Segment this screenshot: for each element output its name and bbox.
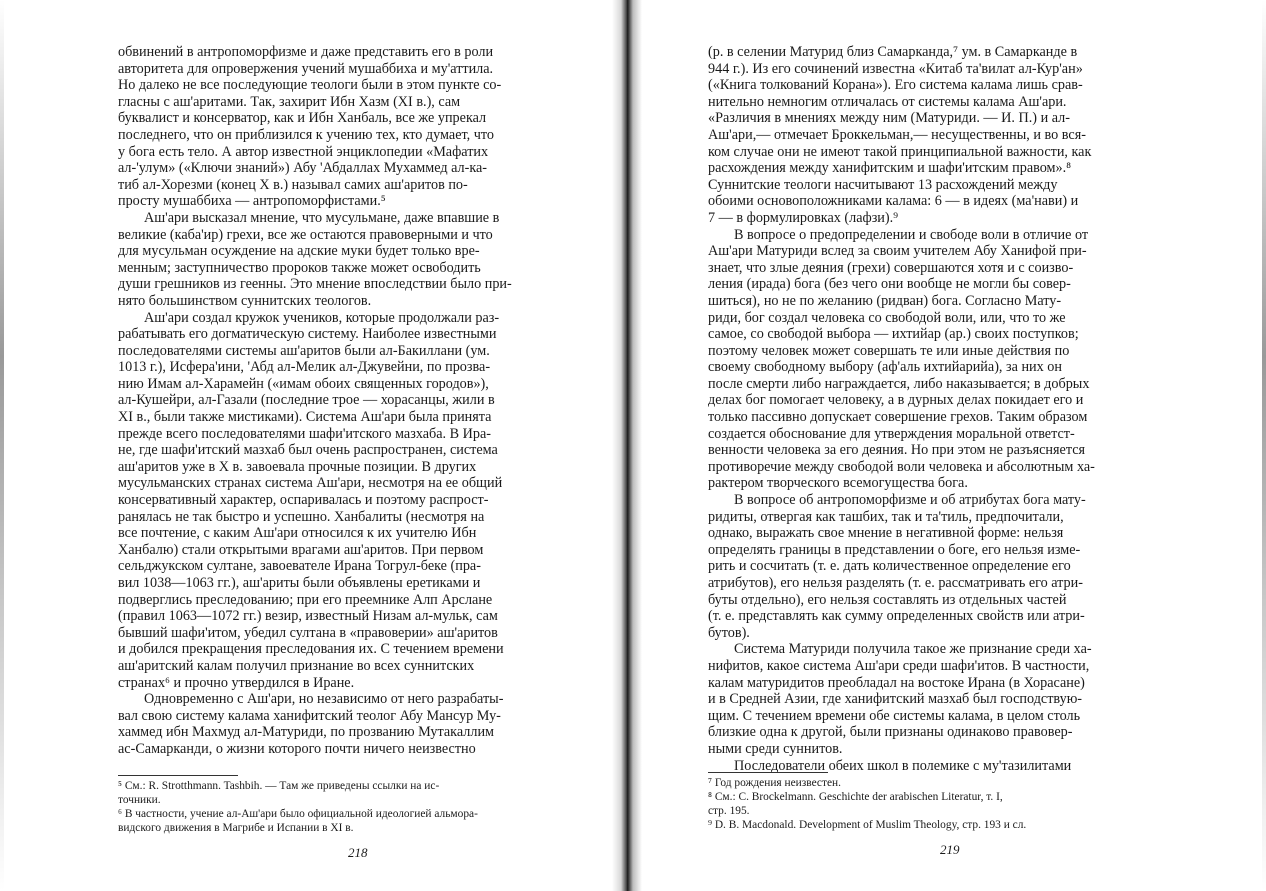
text-line: вил 1038—1063 гг.), аш'ариты были объявлены еретиками и bbox=[118, 575, 481, 591]
text-line: хаммед ибн Махмуд ал-Матуриди, по прозванию Мутакаллим bbox=[118, 724, 495, 741]
text-line: Аш'ари высказал мнение, что мусульмане, даже впавшие в bbox=[144, 209, 500, 226]
text-line: рактером творческого всемогущества бога. bbox=[708, 475, 968, 492]
text-line: только пассивно допускает совершение грехов. Таким образом bbox=[708, 409, 1088, 426]
text-line: нифитов, какое система Аш'ари среди шафи'итов. В частности, bbox=[708, 657, 1090, 674]
text-line: самое, со свободой выбора — ихтийар (ар.) своих поступков; bbox=[708, 326, 1079, 343]
text-line: знает, что злые деяния (грехи) совершаются хотя и с соизво- bbox=[708, 259, 1074, 276]
text-line: аш'аритский калам получил признание во всех суннитских bbox=[118, 657, 475, 674]
footnote-line: ⁸ См.: C. Brockelmann. Geschichte der arabischen Literatur, т. I, bbox=[708, 791, 1003, 803]
text-line: консервативный характер, оспаривалась и поэтому распрост- bbox=[118, 492, 489, 509]
text-line: риди, бог создал человека со свободой воли, или, что то же bbox=[708, 309, 1066, 326]
text-line: Аш'ари Матуриди вслед за своим учителем Абу Ханифой при- bbox=[708, 243, 1087, 260]
text-line: вал свою систему калама ханифитский теолог Абу Мансур Му- bbox=[118, 707, 501, 724]
text-line: поэтому человек может совершать те или иные действия по bbox=[708, 342, 1070, 359]
text-line: бутов). bbox=[708, 624, 750, 641]
text-line: буквалист и консерватор, как и Ибн Ханбаль, все же упрекал bbox=[118, 110, 487, 127]
text-line: авторитета для опровержения учений мушаббиха и му'аттила. bbox=[118, 60, 494, 77]
text-line: странах⁶ и прочно утвердился в Иране. bbox=[118, 674, 355, 691]
text-line: Система Матуриди получила такое же признание среди ха- bbox=[734, 641, 1092, 658]
footnote-line: ⁶ В частности, учение ал-Аш'ари было официальной идеологией альмора- bbox=[118, 808, 478, 820]
text-line: 7 — в формулировках (лафзи).⁹ bbox=[708, 209, 899, 226]
text-line: Одновременно с Аш'ари, но независимо от него разрабаты- bbox=[144, 691, 504, 708]
text-line: и добился прекращения преследования их. С течением времени bbox=[118, 641, 504, 658]
text-line: ранялась не так быстро и успешно. Ханбалиты (несмотря на bbox=[118, 508, 485, 525]
right-page bbox=[620, 0, 1266, 891]
text-line: 944 г.). Из его сочинений известна «Китаб та'вилат ал-Кур'ан» bbox=[708, 60, 1083, 77]
text-line: сельджукском султане, завоевателе Ирана Тогрул-беке (пра- bbox=[118, 558, 481, 575]
text-line: противоречие между свободой воли человека и абсолютным ха- bbox=[708, 458, 1095, 475]
text-line: (т. е. представлять как сумму определенных свойств или атри- bbox=[708, 608, 1085, 625]
text-line: щим. С течением времени обе системы калама, в целом столь bbox=[708, 707, 1081, 724]
text-line: Но далеко не все последующие теологи были в этом пункте со- bbox=[118, 77, 502, 94]
text-line: гласны с аш'аритами. Так, захирит Ибн Хазм (XI в.), сам bbox=[118, 93, 461, 110]
text-line: ал-'улум» («Ключи знаний») Абу 'Абдаллах Мухаммед ал-ка- bbox=[118, 160, 488, 177]
text-line: ком случае они не имеют такой принципиальной важности, как bbox=[708, 143, 1092, 160]
text-line: близкие одна к другой, были признаны одинаково правовер- bbox=[708, 724, 1073, 741]
text-line: калам матуридитов преобладал на востоке Ирана (в Хорасане) bbox=[708, 674, 1085, 691]
footnote-rule bbox=[708, 772, 828, 773]
footnote-line: стр. 195. bbox=[708, 805, 750, 817]
text-line: делах бог помогает человеку, а в дурных делах покидает его и bbox=[708, 392, 1084, 409]
text-line: и в Средней Азии, где ханифитский мазхаб был господствую- bbox=[708, 691, 1083, 708]
left-page-body bbox=[118, 44, 600, 758]
text-line: рабатывать его догматическую систему. Наиболее известными bbox=[118, 326, 497, 343]
text-line: создается обоснование для утверждения моральной ответст- bbox=[708, 425, 1075, 442]
footnote-line: точники. bbox=[118, 794, 161, 806]
text-line: «Различия в мнениях между ним (Матуриди. — И. П.) и ал- bbox=[708, 110, 1070, 127]
text-line: у бога есть тело. А автор известной энциклопедии «Мафатих bbox=[118, 143, 489, 160]
text-line: для мусульман осуждение на адские муки будет только вре- bbox=[118, 243, 480, 260]
text-line: (р. в селении Матурид близ Самарканда,⁷ ум. в Самарканде в bbox=[708, 44, 1078, 60]
text-line: В вопросе о предопределении и свободе воли в отличие от bbox=[734, 226, 1089, 243]
text-line: («Книга толкований Корана»). Его система калама лишь срав- bbox=[708, 77, 1083, 94]
text-line: великие (каба'ир) грехи, все же остаются правоверными и что bbox=[118, 226, 493, 243]
text-line: бывший шафи'итом, убедил султана в «правоверии» аш'аритов bbox=[118, 624, 498, 641]
footnote-line: ⁵ См.: R. Strotthmann. Tashbih. — Там же приведены ссылки на ис- bbox=[118, 780, 440, 792]
left-page-number: 218 bbox=[348, 845, 368, 860]
text-line: не, где шафи'итский мазхаб был очень распространен, система bbox=[118, 442, 498, 459]
text-line: определять границы в представлении о боге, его нельзя изме- bbox=[708, 541, 1081, 558]
text-line: нительно немногим отличалась от системы калама Аш'ари. bbox=[708, 93, 1067, 110]
text-line: Аш'ари создал кружок учеников, которые продолжали раз- bbox=[144, 309, 500, 326]
text-line: менным; заступничество пророков также может освободить bbox=[118, 259, 481, 276]
text-line: после смерти либо награждается, либо наказывается; в добрых bbox=[708, 375, 1090, 392]
text-line: рить и сосчитать (т. е. дать количественное определение его bbox=[708, 558, 1071, 575]
text-line: обвинений в антропоморфизме и даже представить его в роли bbox=[118, 44, 494, 60]
right-page-number: 219 bbox=[940, 842, 960, 857]
text-line: души грешников из геенны. Это мнение впоследствии было при- bbox=[118, 276, 512, 293]
footnote-line: ⁷ Год рождения неизвестен. bbox=[708, 777, 841, 789]
text-line: прежде всего последователями шафи'итского мазхаба. В Ира- bbox=[118, 425, 492, 442]
text-line: ными среди суннитов. bbox=[708, 740, 843, 757]
text-line: своему свободному выбору (аф'аль ихтийарийа), за них он bbox=[708, 359, 1062, 376]
text-line: тиб ал-Хорезми (конец X в.) называл самих аш'аритов по- bbox=[118, 176, 468, 193]
text-line: однако, выражать свое мнение в негативной форме: нельзя bbox=[708, 525, 1064, 542]
text-line: аш'аритов уже в X в. завоевала прочные позиции. В других bbox=[118, 458, 477, 475]
left-page bbox=[0, 0, 620, 891]
text-line: ления (ирада) бога (без чего они вообще не могли бы совер- bbox=[708, 276, 1071, 293]
text-line: (правил 1063—1072 гг.) везир, известный Низам ал-мульк, сам bbox=[118, 608, 498, 625]
text-line: подверглись преследованию; при его преемнике Алп Арслане bbox=[118, 591, 493, 608]
text-line: обоими основоположниками калама: 6 — в идеях (ма'нави) и bbox=[708, 193, 1079, 210]
text-line: буты отдельно), его нельзя составлять из отдельных частей bbox=[708, 591, 1067, 608]
right-page-footnotes bbox=[708, 772, 1206, 832]
text-line: шиться), но не по желанию (ридван) бога. Согласно Мату- bbox=[708, 292, 1062, 309]
text-line: расхождения между ханифитским и шафи'итским правом».⁸ bbox=[708, 160, 1072, 177]
text-line: ридиты, отвергая как ташбих, так и та'тиль, предпочитали, bbox=[708, 508, 1064, 525]
text-line: нию Имам ал-Харамейн («имам обоих священных городов»), bbox=[118, 375, 489, 392]
text-line: нято большинством суннитских теологов. bbox=[118, 292, 372, 309]
text-line: ал-Кушейри, ал-Газали (последние трое — хорасанцы, жили в bbox=[118, 392, 495, 409]
footnote-rule bbox=[118, 775, 238, 776]
left-page-footnotes bbox=[118, 775, 600, 835]
text-line: мусульманских странах система Аш'ари, несмотря на ее общий bbox=[118, 475, 503, 492]
text-line: все почтение, с каким Аш'ари относился к их учителю Ибн bbox=[118, 525, 477, 542]
text-line: Аш'ари,— отмечает Броккельман,— несущественны, и во вся- bbox=[708, 126, 1086, 143]
text-line: В вопросе об антропоморфизме и об атрибутах бога мату- bbox=[734, 492, 1086, 509]
footnote-line: ⁹ D. B. Macdonald. Development of Muslim Theology, стр. 193 и сл. bbox=[708, 819, 1027, 831]
text-line: XI в., были также мистиками). Система Аш'ари была принята bbox=[118, 409, 492, 426]
text-line: 1013 г.), Исфера'ини, 'Абд ал-Мелик ал-Джувейни, по прозва- bbox=[118, 359, 491, 376]
text-line: Последователи обеих школ в полемике с му'тазилитами bbox=[734, 757, 1072, 774]
footnote-line: видского движения в Магрибе и Испании в XI в. bbox=[118, 822, 354, 834]
text-line: атрибутов), его нельзя разделять (т. е. рассматривать его атри- bbox=[708, 575, 1083, 591]
text-line: последователями системы аш'аритов были ал-Бакиллани (ум. bbox=[118, 342, 490, 359]
text-line: ас-Самарканди, о жизни которого почти ничего неизвестно bbox=[118, 740, 476, 757]
text-line: Суннитские теологи насчитывают 13 расхождений между bbox=[708, 176, 1058, 193]
text-line: Ханбалю) стали открытыми врагами аш'аритов. При первом bbox=[118, 541, 484, 558]
right-page-body bbox=[708, 44, 1206, 774]
text-line: последнего, что он приблизился к учению тех, кто думает, что bbox=[118, 126, 494, 143]
text-line: венности человека за его деяния. Но при этом не разъясняется bbox=[708, 442, 1086, 459]
text-line: просту мушаббиха — антропоморфистами.⁵ bbox=[118, 193, 386, 210]
